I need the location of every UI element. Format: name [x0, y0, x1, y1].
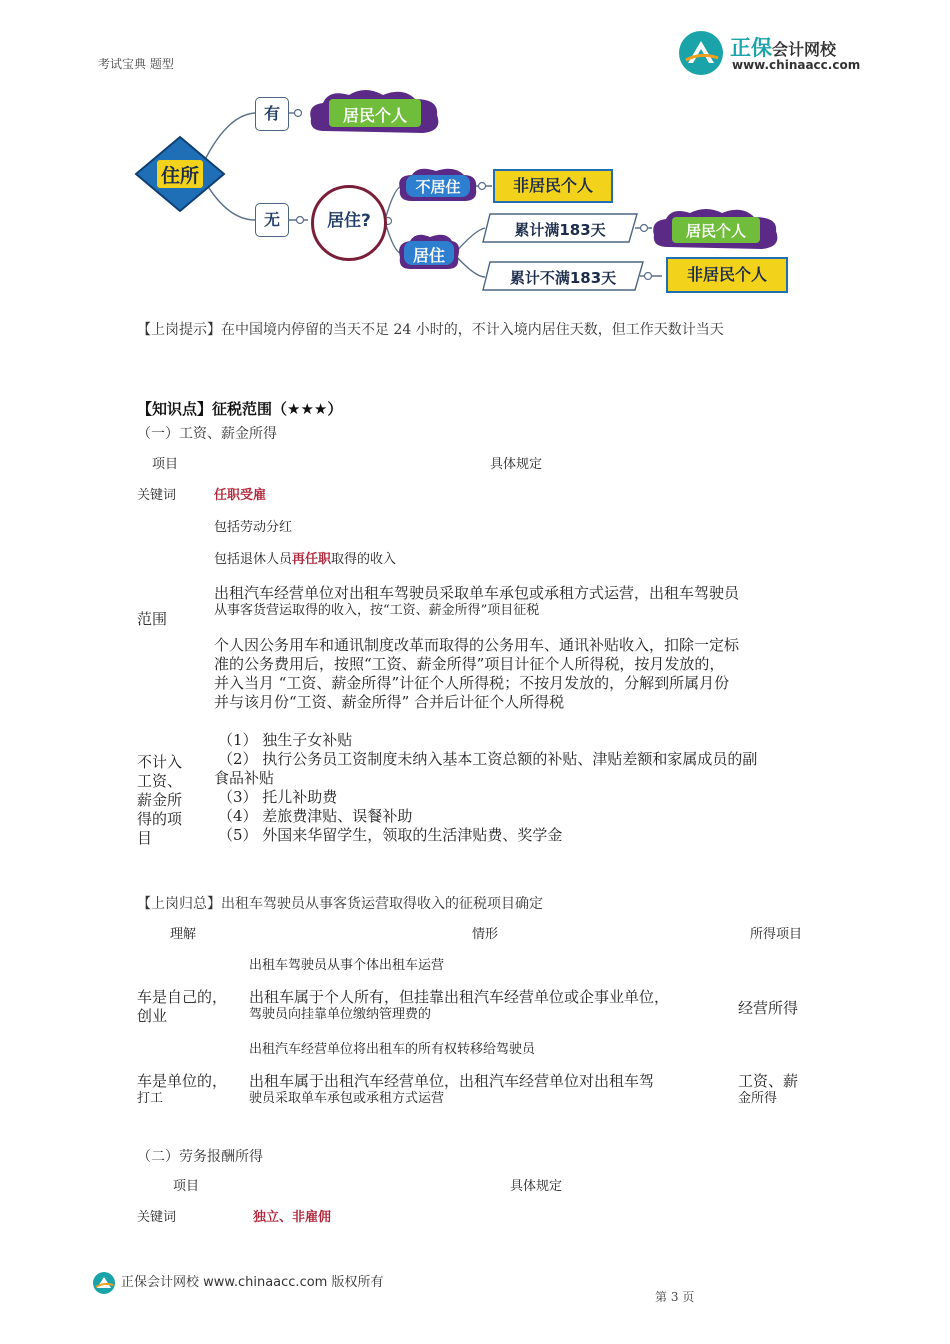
footer-page-number: 第 3 页: [655, 1290, 695, 1304]
table1-keyword-value: 任职受雇: [214, 488, 267, 503]
table2-row2-income-item-line2: 金所得: [738, 1091, 778, 1106]
residence-mind-map: [130, 85, 800, 300]
clipped-header-text: 考试宝典 题型: [98, 57, 174, 71]
exclusion-label-5: 目: [137, 829, 153, 847]
table2-row1-situation-a: 出租车驾驶员从事个体出租车运营: [249, 958, 445, 973]
nonresident-node-top: 非居民个人: [493, 169, 613, 203]
brand-url: www.chinaacc.com: [732, 58, 861, 72]
brand-name: 正保: [730, 36, 772, 60]
table2-row2-income-item-line1: 工资、薪: [738, 1072, 799, 1090]
exclusion-label-2: 工资、: [137, 772, 183, 790]
scope-item-allowance-line3: 并入当月 “工资、薪金所得”计征个人所得税；不按月发放的，分解到所属月份: [214, 674, 730, 692]
exclusion-label-4: 得的项: [137, 810, 183, 828]
exclusion-item-1: （1） 独生子女补贴: [218, 731, 353, 749]
section-title: 【知识点】征税范围（★★★）: [137, 400, 343, 418]
not-full-183-days-node: 累计不满183天: [509, 269, 617, 287]
no-residence-node: 无: [255, 203, 289, 237]
full-183-days-node: 累计满183天: [514, 221, 606, 239]
stay-question-node: 居住?: [311, 185, 387, 261]
footer: [92, 1271, 422, 1297]
not-stay-node: 不居住: [415, 178, 461, 196]
table3-keyword-value: 独立、非雇佣: [253, 1210, 332, 1225]
clipped-summary-text: 【上岗归总】出租车驾驶员从事客货运营取得收入的征税项目确定: [137, 896, 543, 912]
table2-header-understanding: 理解: [170, 927, 197, 942]
table2-row1-label-line2: 创业: [137, 1007, 168, 1025]
table3-header-item: 项目: [173, 1179, 200, 1194]
table3-header-spec: 具体规定: [510, 1179, 563, 1194]
logo-emblem-icon: [678, 30, 724, 76]
table1-keyword-label: 关键词: [137, 488, 177, 503]
scope-item-retiree-keyword: 再任职: [292, 552, 332, 567]
table2-header-income-item: 所得项目: [750, 927, 803, 942]
table2-row2-situation-a: 出租汽车经营单位将出租车的所有权转移给驾驶员: [249, 1042, 536, 1057]
table2-row1-situation-b-line2: 驾驶员向挂靠单位缴纳管理费的: [249, 1007, 432, 1022]
table2-row1-income-item: 经营所得: [738, 999, 799, 1017]
scope-item-retiree-pre: 包括退休人员: [214, 552, 293, 567]
scope-item-allowance-line1: 个人因公务用车和通讯制度改革而取得的公务用车、通讯补贴收入，扣除一定标: [214, 636, 740, 654]
table1-header-item: 项目: [152, 457, 179, 472]
root-node-label: 住所: [160, 165, 199, 187]
table2-header-situation: 情形: [472, 927, 499, 942]
exclusion-item-3: （3） 托儿补助费: [218, 788, 338, 806]
taxi-income-table: [130, 920, 820, 1110]
table2-row1-situation-b-line1: 出租车属于个人所有，但挂靠出租汽车经营单位或企事业单位，: [249, 988, 670, 1006]
table2-row1-label-line1: 车是自己的，: [137, 988, 228, 1006]
exclusion-item-4: （4） 差旅费津贴、误餐补助: [218, 807, 413, 825]
has-residence-node: 有: [255, 97, 289, 131]
scope-item-retiree: [214, 552, 474, 567]
scope-item-taxi-line1: 出租汽车经营单位对出租车驾驶员采取单车承包或承租方式运营，出租车驾驶员: [214, 584, 740, 602]
table2-row2-situation-b-line2: 驶员采取单车承包或承租方式运营: [249, 1091, 445, 1106]
clipped-tip-text: 【上岗提示】在中国境内停留的当天不足 24 小时的，不计入境内居住天数，但工作天数计当天: [137, 322, 724, 338]
footer-logo-icon: [92, 1271, 116, 1295]
brand-logo[interactable]: [678, 30, 861, 76]
wages-table: [130, 448, 820, 858]
table1-scope-label: 范围: [137, 610, 168, 628]
scope-item-allowance-line4: 并与该月份“工资、薪金所得” 合并后计征个人所得税: [214, 693, 565, 711]
brand-subname: 会计网校: [772, 40, 837, 59]
table2-row2-label-line1: 车是单位的，: [137, 1072, 228, 1090]
table2-row2-label-line2: 打工: [137, 1091, 164, 1106]
exclusion-item-5: （5） 外国来华留学生，领取的生活津贴费、奖学金: [218, 826, 563, 844]
exclusion-label-1: 不计入: [137, 753, 183, 771]
stay-node: 居住: [412, 246, 445, 265]
scope-item-taxi-line2: 从事客货营运取得的收入，按“工资、薪金所得”项目征税: [214, 603, 540, 618]
scope-item-profit-sharing: 包括劳动分红: [214, 520, 293, 535]
nonresident-node-bottom: 非居民个人: [666, 257, 788, 293]
scope-item-retiree-post: 取得的收入: [331, 552, 397, 567]
subsection-labor-title: （二）劳务报酬所得: [137, 1149, 263, 1165]
table3-keyword-label: 关键词: [137, 1210, 177, 1225]
exclusion-item-2-line1: （2） 执行公务员工资制度未纳入基本工资总额的补贴、津贴差额和家属成员的副: [218, 750, 758, 768]
exclusion-label-3: 薪金所: [137, 791, 183, 809]
table1-header-spec: 具体规定: [490, 457, 543, 472]
labor-table: [130, 1172, 820, 1228]
exclusion-item-2-line2: 食品补贴: [214, 769, 275, 787]
subsection-wages-title: （一）工资、薪金所得: [137, 426, 277, 442]
table2-row2-situation-b-line1: 出租车属于出租汽车经营单位，出租汽车经营单位对出租车驾: [249, 1072, 655, 1090]
scope-item-allowance-line2: 准的公务费用后，按照“工资、薪金所得”项目计征个人所得税，按月发放的，: [214, 655, 725, 673]
resident-node-top: 居民个人: [342, 106, 407, 125]
footer-copyright: 正保会计网校 www.chinaacc.com 版权所有: [121, 1275, 384, 1290]
resident-node-bottom: 居民个人: [685, 222, 746, 240]
